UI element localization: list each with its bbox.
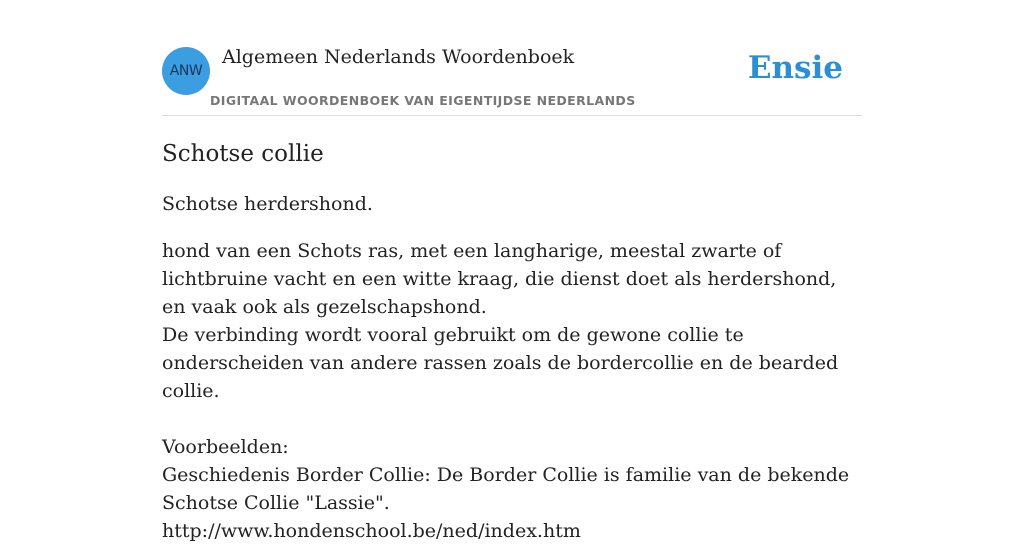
site-subtitle: DIGITAAL WOORDENBOEK VAN EIGENTIJDSE NEDERLANDS — [210, 93, 636, 108]
entry-usage-note: De verbinding wordt vooral gebruikt om de gewone collie te onderscheiden van andere rassen zoals de bordercollie en de bearded collie. — [162, 324, 839, 402]
entry-content — [162, 138, 862, 545]
paragraph-gap — [162, 405, 862, 433]
examples-heading: Voorbeelden: — [162, 436, 289, 458]
entry-title: Schotse collie — [162, 141, 324, 167]
ensie-brand-logo[interactable]: Ensie — [747, 50, 843, 86]
header-divider — [162, 115, 862, 116]
logo-text: ANW — [169, 63, 203, 79]
entry-synonym: Schotse herdershond. — [162, 193, 373, 215]
site-title[interactable]: Algemeen Nederlands Woordenboek — [222, 46, 575, 68]
entry-body — [162, 237, 862, 545]
example-source-link[interactable]: http://www.hondenschool.be/ned/index.htm — [162, 520, 581, 542]
anw-logo[interactable] — [162, 47, 210, 95]
entry-definition: hond van een Schots ras, met een langharige, meestal zwarte of lichtbruine vacht en een witte kraag, die dienst doet als herdershond, en vaak ook als gezelschapshond. — [162, 240, 837, 318]
example-text: Geschiedenis Border Collie: De Border Collie is familie van de bekende Schotse Collie "Lassie". — [162, 464, 850, 514]
